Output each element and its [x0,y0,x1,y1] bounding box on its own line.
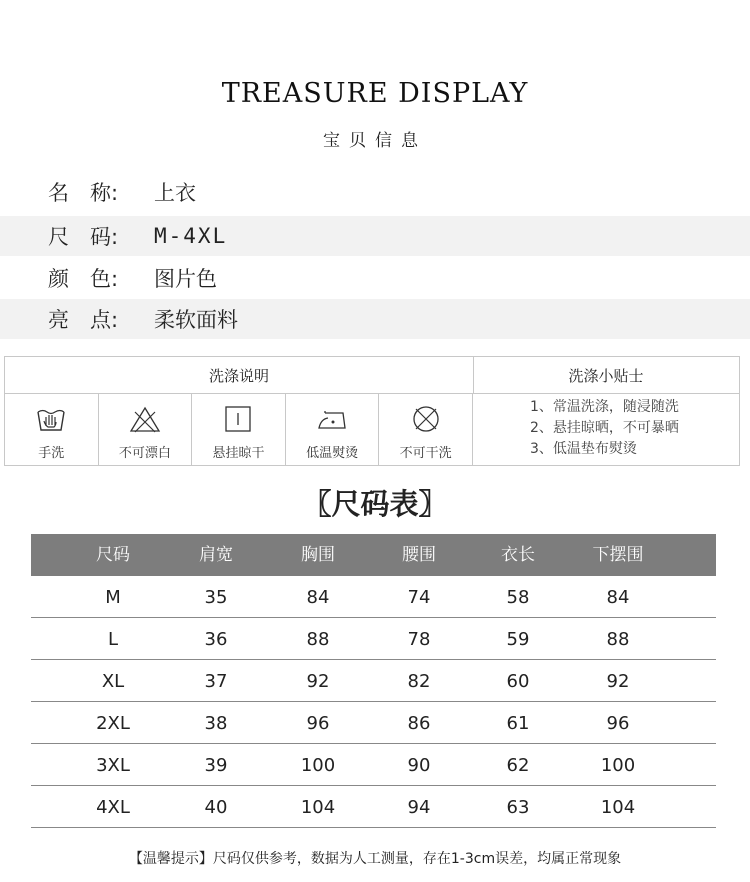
info-key: 颜 色: [48,267,119,291]
info-value: M-4XL [154,224,228,248]
display-subtitle: 宝贝信息 [323,131,427,151]
cell-waist: 86 [407,713,431,734]
cell-shoulder: 39 [204,755,228,776]
column-header: 衣长 [501,545,535,565]
column-header: 腰围 [402,545,436,565]
cell-length: 61 [506,713,530,734]
care-item [99,394,193,465]
care-label: 悬挂晾干 [212,446,265,461]
cell-hem: 100 [600,755,636,776]
cell-length: 59 [506,629,530,650]
low-iron-icon [316,404,348,434]
cell-size: 4XL [96,797,130,818]
cell-waist: 90 [407,755,431,776]
cell-size: 2XL [96,713,130,734]
table-row [31,786,716,828]
cell-waist: 82 [407,671,431,692]
info-row-size [0,216,750,256]
size-table [31,534,716,828]
cell-waist: 74 [407,587,431,608]
cell-hem: 96 [606,713,630,734]
care-item [5,394,99,465]
table-row [31,660,716,702]
info-value: 上衣 [154,181,196,205]
column-header: 胸围 [301,545,335,565]
cell-hem: 104 [600,797,636,818]
cell-shoulder: 35 [204,587,228,608]
table-row [31,744,716,786]
cell-size: XL [101,671,125,692]
care-label: 不可漂白 [118,446,171,461]
cell-length: 60 [506,671,530,692]
no-bleach-icon [129,404,161,434]
column-header: 下摆围 [592,545,644,565]
care-left-title: 洗涤说明 [5,357,474,394]
care-tips [473,397,739,460]
info-row-color [0,258,750,298]
cell-chest: 92 [306,671,330,692]
cell-shoulder: 38 [204,713,228,734]
cell-chest: 104 [300,797,336,818]
cell-shoulder: 40 [204,797,228,818]
cell-size: 3XL [96,755,130,776]
cell-length: 58 [506,587,530,608]
care-tip: 1、常温洗涤，随浸随洗 [530,399,679,415]
info-row-highlight [0,299,750,339]
care-label: 低温熨烫 [306,446,359,461]
cell-length: 62 [506,755,530,776]
cell-shoulder: 37 [204,671,228,692]
care-tip: 3、低温垫布熨烫 [530,441,637,457]
info-key: 亮 点: [48,308,119,332]
care-item [192,394,286,465]
care-item [286,394,380,465]
hand-wash-icon [35,404,67,434]
care-right-title: 洗涤小贴士 [473,357,739,394]
care-tip: 2、悬挂晾晒，不可暴晒 [530,420,679,436]
care-icon-row [5,394,473,465]
table-row [31,576,716,618]
table-row [31,702,716,744]
cell-hem: 88 [606,629,630,650]
care-instructions [4,356,740,466]
column-header: 尺码 [96,545,130,565]
info-key: 名 称: [48,181,119,205]
info-row-name [0,172,750,212]
no-dry-clean-icon [410,404,442,434]
info-key: 尺 码: [48,225,119,249]
footer-note: 【温馨提示】尺码仅供参考，数据为人工测量，存在1-3cm误差，均属正常现象 [128,851,622,867]
table-row [31,618,716,660]
cell-length: 63 [506,797,530,818]
column-header: 肩宽 [199,545,233,565]
info-value: 柔软面料 [154,308,238,332]
cell-waist: 78 [407,629,431,650]
size-table-header [31,534,716,576]
cell-hem: 84 [606,587,630,608]
care-label: 不可干洗 [399,446,452,461]
cell-chest: 88 [306,629,330,650]
cell-size: L [107,629,119,650]
cell-hem: 92 [606,671,630,692]
care-item [379,394,473,465]
cell-chest: 84 [306,587,330,608]
size-chart-title: 〖尺码表〗 [302,487,448,521]
cell-shoulder: 36 [204,629,228,650]
cell-size: M [105,587,121,608]
display-title: TREASURE DISPLAY [221,78,529,109]
cell-chest: 96 [306,713,330,734]
cell-chest: 100 [300,755,336,776]
care-label: 手洗 [38,446,65,461]
cell-waist: 94 [407,797,431,818]
info-value: 图片色 [154,267,217,291]
hang-dry-icon [222,404,254,434]
